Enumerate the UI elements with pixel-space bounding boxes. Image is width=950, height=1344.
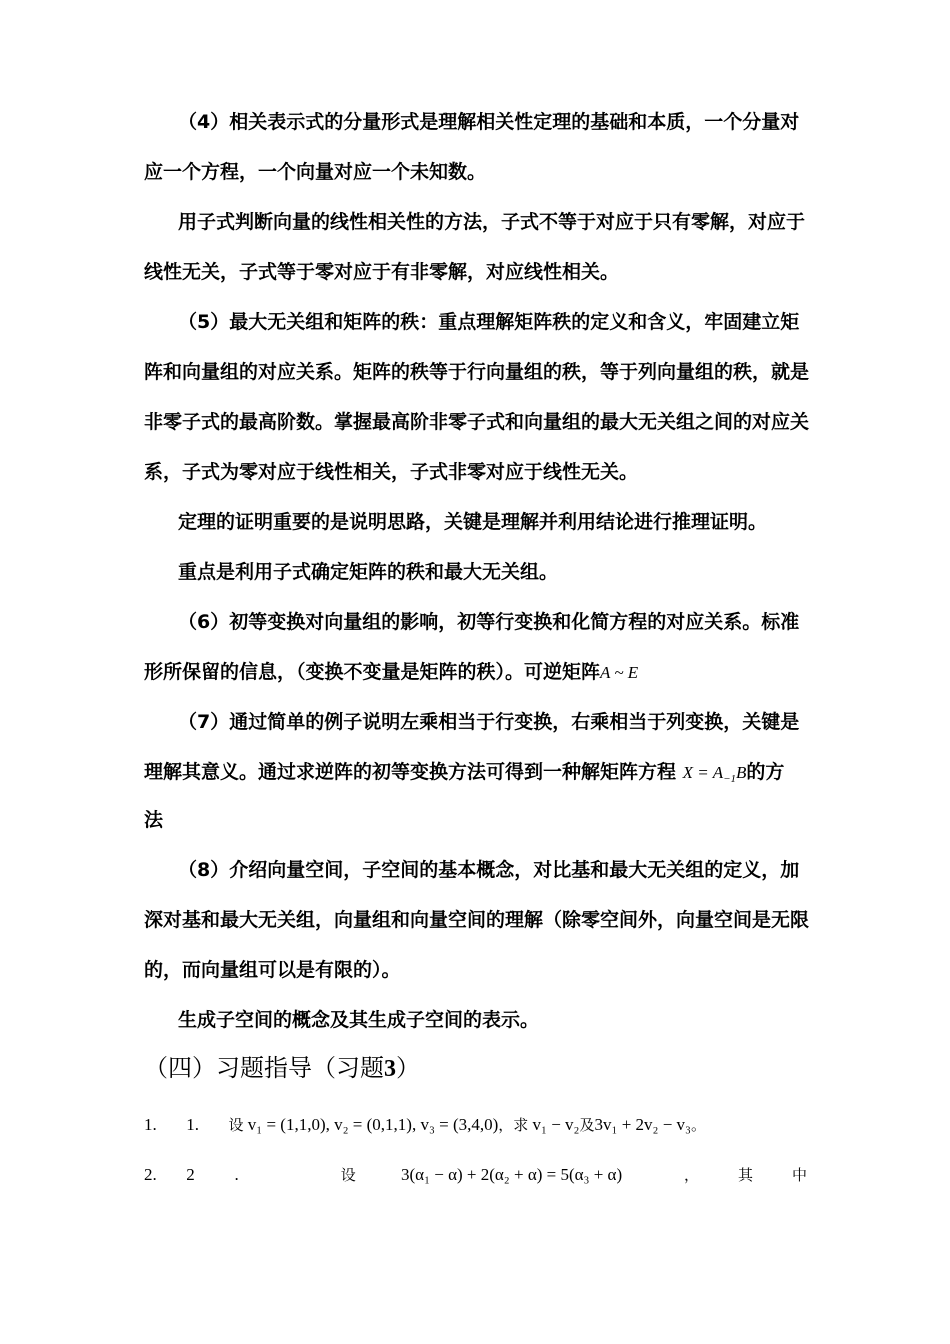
text: 其 [738, 1166, 754, 1184]
section-heading: （四）习题指导（习题3） [144, 1054, 420, 1082]
paragraph-line: （4）相关表示式的分量形式是理解相关性定理的基础和本质，一个分量对 [178, 111, 800, 133]
paragraph-line: （6）初等变换对向量组的影响，初等行变换和化简方程的对应关系。标准 [178, 611, 800, 633]
paragraph-line: 定理的证明重要的是说明思路，关键是理解并利用结论进行推理证明。 [178, 511, 768, 533]
paragraph-line: 非零子式的最高阶数。掌握最高阶非零子式和向量组的最大无关组之间的对应关 [144, 411, 810, 433]
math-expression: A ~ E [600, 663, 639, 682]
math-expression: 3v₁ + 2v₂ − v₃ [594, 1115, 691, 1134]
paragraph-line: 法 [144, 809, 164, 831]
exercise-number: 1. [186, 1115, 199, 1134]
text: ， [684, 1166, 700, 1184]
exercise-item [144, 1164, 810, 1185]
text: ，求 [498, 1116, 529, 1134]
math-expression: v₁ = (1,1,0), v₂ = (0,1,1), v₃ = (3,4,0) [247, 1115, 499, 1134]
text: 中 [792, 1166, 808, 1184]
exercise-number: 2. [144, 1165, 157, 1184]
text: 的方 [746, 761, 785, 783]
text: 。 [690, 1116, 706, 1134]
paragraph-line [144, 759, 810, 788]
text: 理解其意义。通过求逆阵的初等变换方法可得到一种解矩阵方程 [144, 761, 677, 783]
paragraph-line: 线性无关，子式等于零对应于有非零解，对应线性相关。 [144, 261, 620, 283]
paragraph-line: 生成子空间的概念及其生成子空间的表示。 [178, 1009, 540, 1031]
text: 及 [579, 1116, 595, 1134]
text: . [234, 1165, 239, 1184]
exercise-number: 2 [186, 1165, 195, 1184]
paragraph-line: （7）通过简单的例子说明左乘相当于行变换，右乘相当于列变换，关键是 [178, 711, 800, 733]
paragraph-line [144, 659, 810, 686]
paragraph-line: 重点是利用子式确定矩阵的秩和最大无关组。 [178, 561, 559, 583]
paragraph-line: （5）最大无关组和矩阵的秩：重点理解矩阵秩的定义和含义，牢固建立矩 [178, 311, 800, 333]
paragraph-line: 深对基和最大无关组，向量组和向量空间的理解（除零空间外，向量空间是无限 [144, 909, 810, 931]
paragraph-line: 用子式判断向量的线性相关性的方法，子式不等于对应于只有零解，对应于 [178, 211, 806, 233]
math-expression: $X = A_{-1}B$ [682, 763, 747, 785]
paragraph-line: （8）介绍向量空间，子空间的基本概念，对比基和最大无关组的定义，加 [178, 859, 800, 881]
paragraph-line: 阵和向量组的对应关系。矩阵的秩等于行向量组的秩，等于列向量组的秩，就是 [144, 361, 810, 383]
paragraph-line: 应一个方程，一个向量对应一个未知数。 [144, 161, 487, 183]
math-expression: 3(α₁ − α) + 2(α₂ + α) = 5(α₃ + α) [401, 1165, 623, 1184]
text: 形所保留的信息，（变换不变量是矩阵的秩）。可逆矩阵 [144, 661, 601, 683]
exercise-item [144, 1114, 706, 1135]
exercise-number: 1. [144, 1115, 157, 1134]
paragraph-line: 的，而向量组可以是有限的）。 [144, 959, 401, 981]
paragraph-line: 系，子式为零对应于线性相关，子式非零对应于线性无关。 [144, 461, 639, 483]
math-expression: v₁ − v₂ [532, 1115, 580, 1134]
text: 设 [228, 1116, 244, 1134]
text: 设 [340, 1166, 356, 1184]
